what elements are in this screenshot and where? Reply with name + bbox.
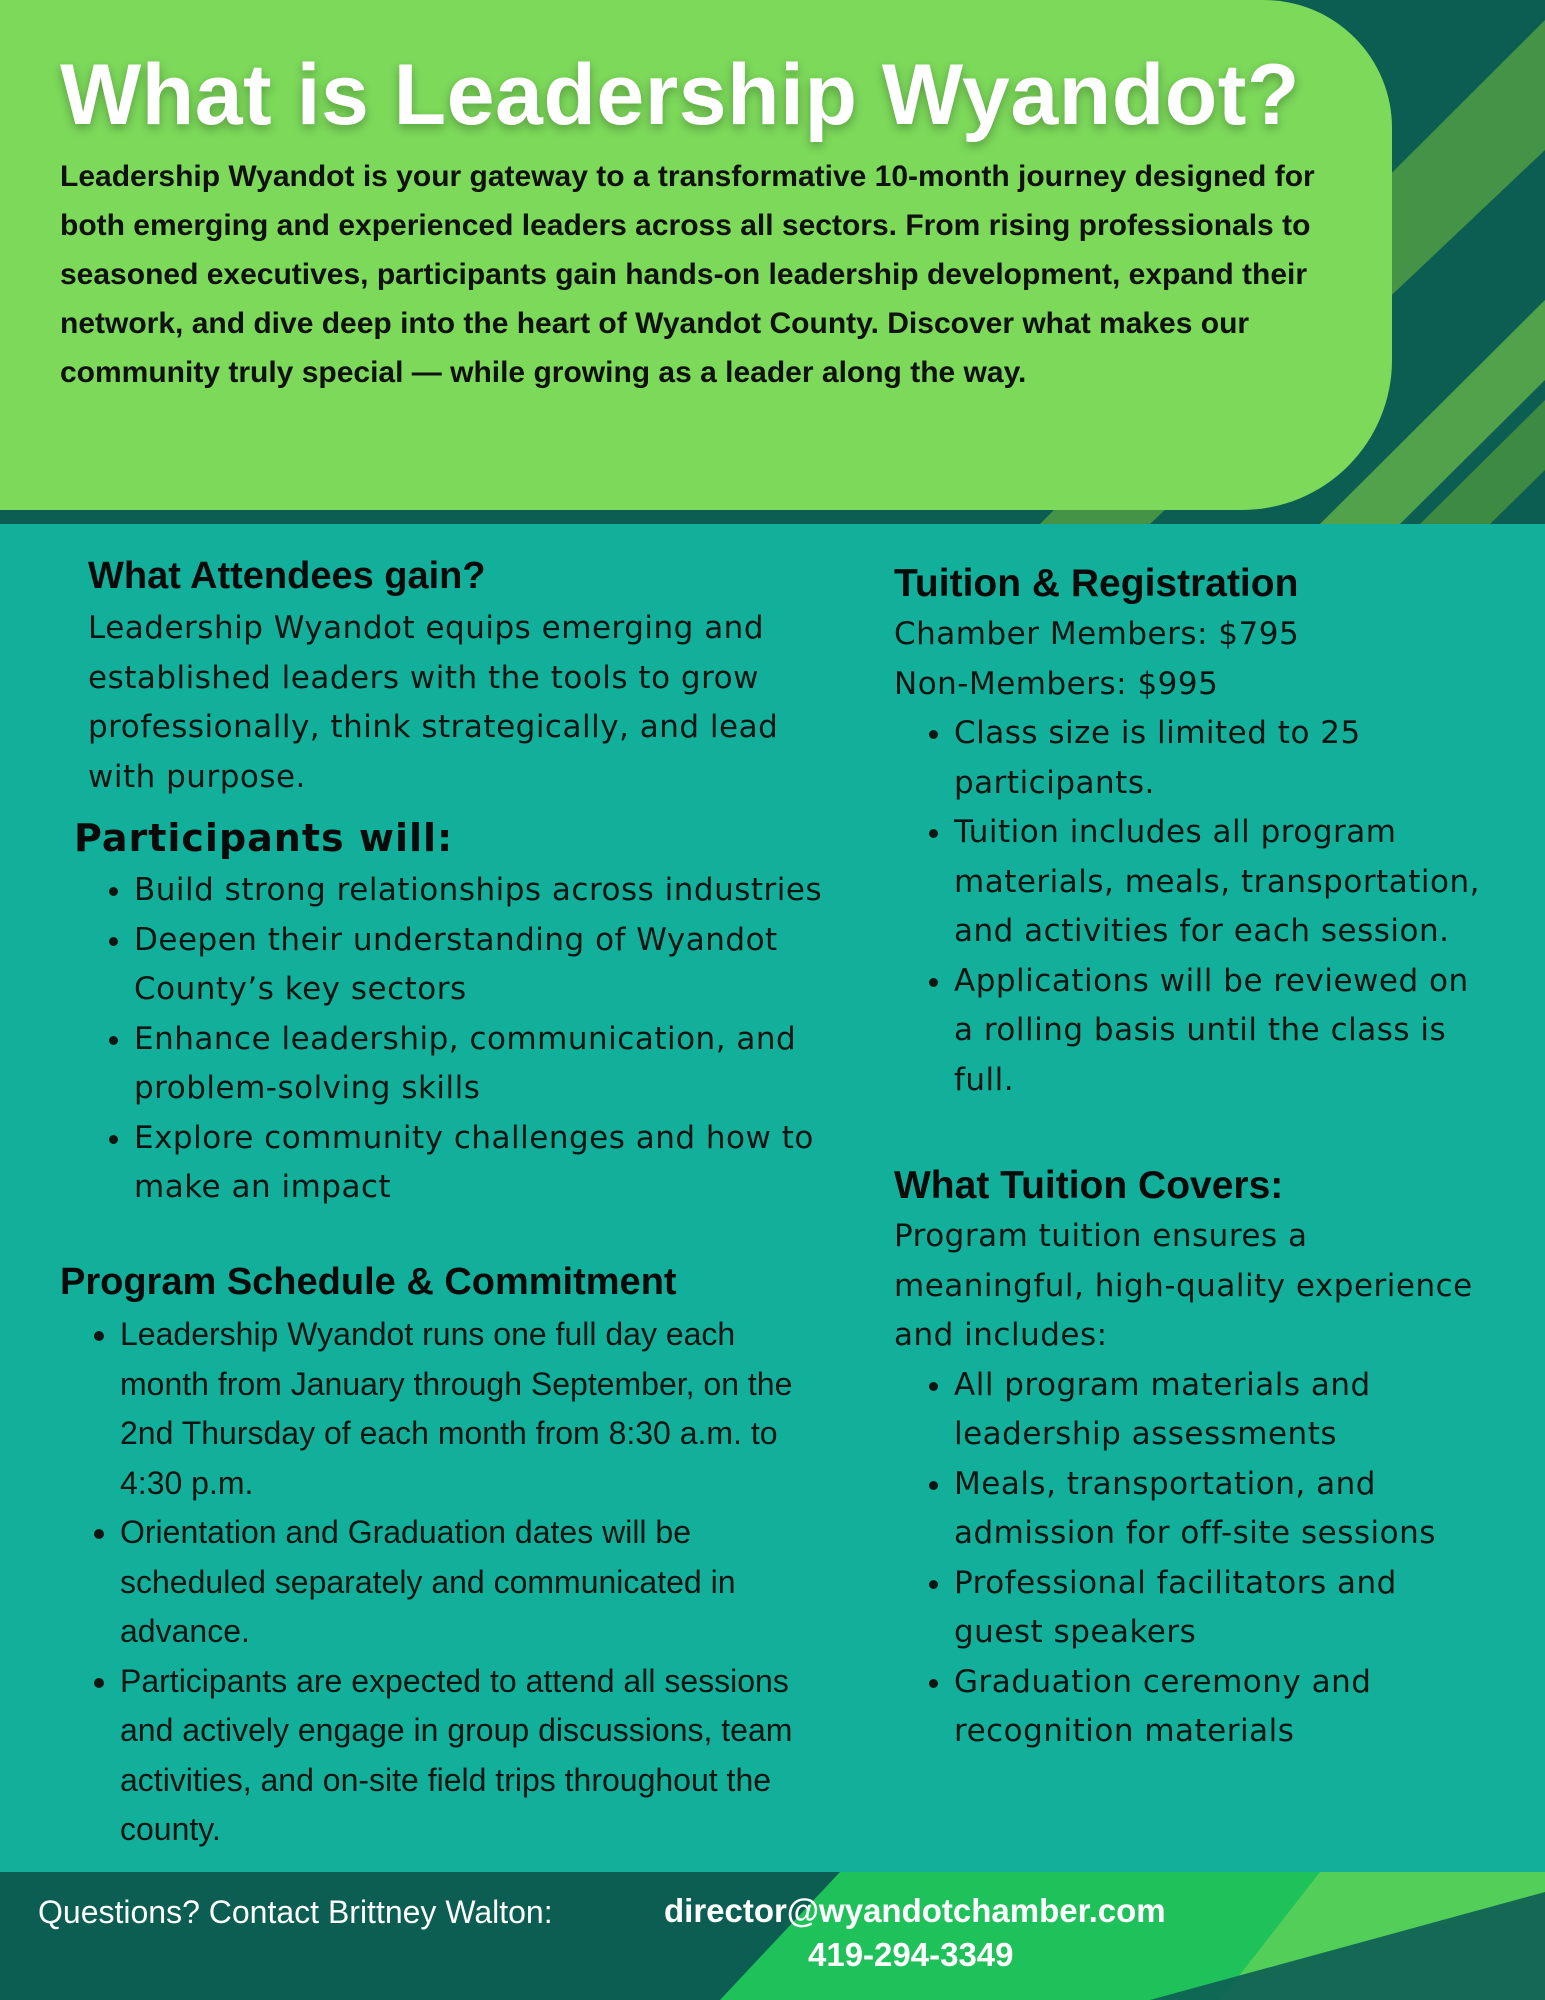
non-member-price: Non-Members: $995 — [894, 665, 1219, 702]
main-content — [0, 524, 1545, 1872]
list-item: • Professional facilitators and guest speakers — [954, 1559, 1494, 1658]
page-title: What is Leadership Wyandot? — [60, 47, 1300, 143]
attendees-heading: What Attendees gain? — [88, 555, 486, 597]
list-item: • All program materials and leadership assessments — [954, 1361, 1494, 1460]
list-item: • Graduation ceremony and recognition materials — [954, 1658, 1494, 1757]
list-item: • Deepen their understanding of Wyandot County’s key sectors — [134, 916, 834, 1015]
member-price: Chamber Members: $795 — [894, 616, 1300, 652]
participants-heading: Participants will: — [74, 816, 454, 860]
attendees-text: Leadership Wyandot equips emerging and established leaders with the tools to grow professionally, think strategically, and lead with purpose. — [88, 610, 779, 795]
covers-section — [894, 1160, 1494, 1757]
attendees-section — [88, 550, 848, 802]
tuition-list — [894, 709, 1494, 1105]
contact-email-link[interactable]: director@wyandotchamber.com — [664, 1892, 1166, 1929]
schedule-list — [60, 1310, 830, 1855]
intro-paragraph: Leadership Wyandot is your gateway to a transformative 10-month journey designed for both emerging and experienced leaders across all sectors. From rising professionals to seasoned executives, participants gain hands-on leadership development, expand their network, and dive deep into the heart of Wyandot County. Discover what makes our community truly special — while growing as a leader along the way. — [60, 160, 1315, 389]
footer-bar — [0, 1872, 1545, 2000]
list-item: • Meals, transportation, and admission for off-site sessions — [954, 1460, 1494, 1559]
contact-label: Questions? Contact Brittney Walton: — [38, 1894, 553, 1930]
schedule-heading: Program Schedule & Commitment — [60, 1261, 677, 1303]
covers-heading: What Tuition Covers: — [894, 1164, 1284, 1207]
list-item: • Participants are expected to attend all sessions and actively engage in group discussions, team activities, and on-site field trips throughout the county. — [120, 1657, 830, 1855]
list-item: • Tuition includes all program materials, meals, transportation, and activities for each session. — [954, 808, 1494, 957]
list-item: • Explore community challenges and how to make an impact — [134, 1114, 834, 1213]
covers-list — [894, 1361, 1494, 1757]
list-item: • Leadership Wyandot runs one full day each month from January through September, on the 2nd Thursday of each month from 8:30 a.m. to 4:30 p.m. — [120, 1310, 830, 1508]
tuition-heading: Tuition & Registration — [894, 562, 1299, 605]
list-item: • Applications will be reviewed on a rolling basis until the class is full. — [954, 957, 1494, 1106]
list-item: • Orientation and Graduation dates will be scheduled separately and communicated in advance. — [120, 1508, 830, 1657]
tuition-section — [894, 558, 1494, 1105]
covers-text: Program tuition ensures a meaningful, high-quality experience and includes: — [894, 1218, 1473, 1353]
header-section — [0, 0, 1545, 524]
participants-list — [74, 866, 834, 1213]
list-item: • Build strong relationships across industries — [134, 866, 834, 916]
list-item: • Class size is limited to 25 participants. — [954, 709, 1494, 808]
participants-section — [74, 812, 834, 1213]
schedule-section — [60, 1256, 830, 1855]
contact-phone-link[interactable]: 419-294-3349 — [808, 1936, 1014, 1973]
list-item: • Enhance leadership, communication, and problem-solving skills — [134, 1015, 834, 1114]
